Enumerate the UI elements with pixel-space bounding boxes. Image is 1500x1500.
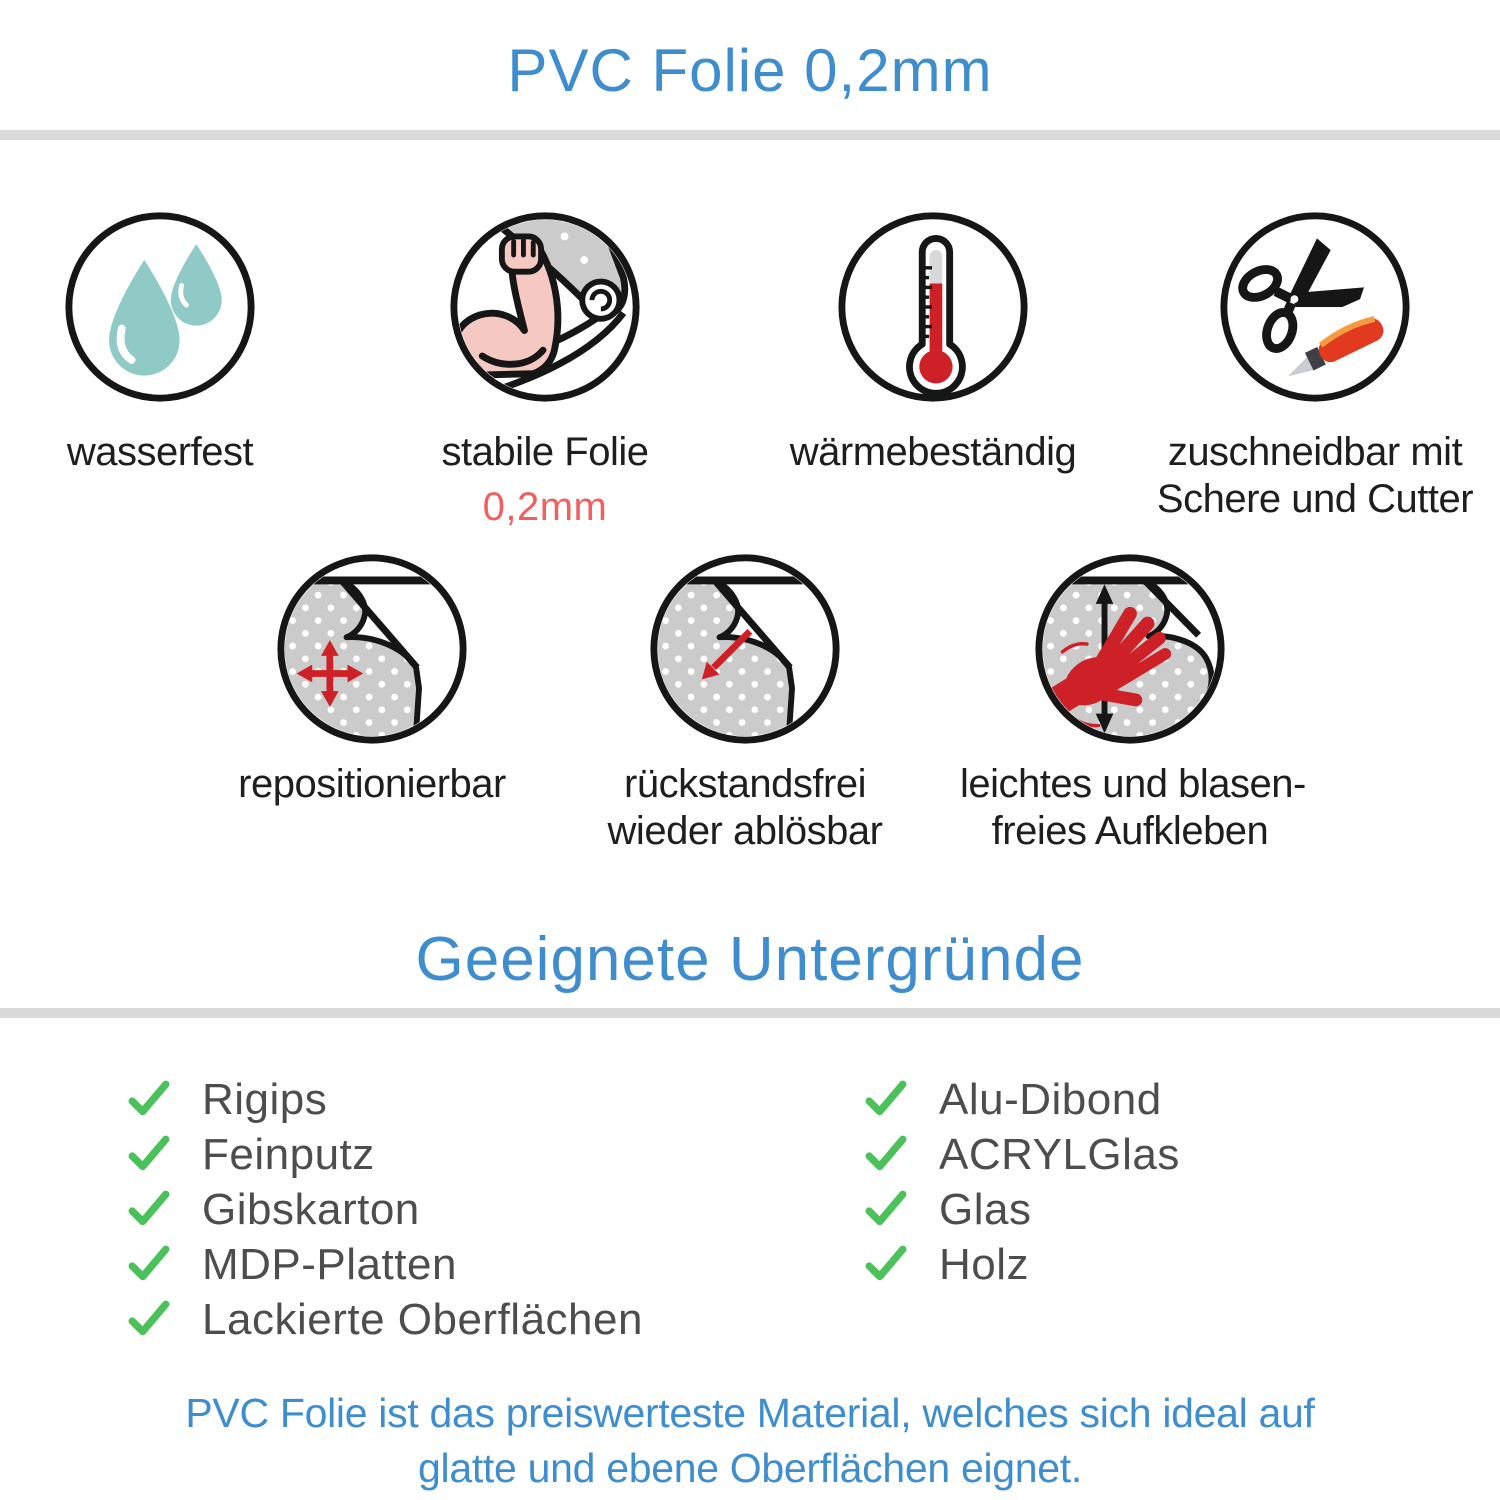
list-item	[128, 1072, 643, 1127]
top-divider	[0, 130, 1500, 140]
list-item-label: Glas	[939, 1184, 1032, 1234]
list-item-label: Feinputz	[202, 1129, 375, 1179]
surfaces-list-right	[865, 1072, 1180, 1292]
list-item-label: Lackierte Oberflächen	[202, 1294, 643, 1344]
feature-label-group	[763, 429, 1103, 476]
feature-label: wärmebeständig	[789, 430, 1077, 474]
feature-label: zuschneidbar mit	[1167, 430, 1463, 474]
feature-label: leichtes und blasen-	[960, 762, 1306, 806]
check-icon	[128, 1134, 170, 1176]
feature-label: stabile Folie	[441, 430, 649, 474]
strong-arm-icon	[447, 209, 643, 405]
list-item-label: Alu-Dibond	[939, 1074, 1162, 1124]
list-item-label: ACRYLGlas	[939, 1129, 1180, 1179]
list-item	[128, 1127, 643, 1182]
footer-note	[0, 1386, 1500, 1495]
feature-rueckstandsfrei	[575, 551, 915, 855]
check-icon	[128, 1189, 170, 1231]
feature-label-group	[375, 429, 715, 531]
feature-repositionierbar	[202, 551, 542, 808]
footer-line-1: PVC Folie ist das preiswerteste Material, welches sich ideal auf	[185, 1390, 1315, 1436]
check-icon	[865, 1244, 907, 1286]
list-item	[128, 1292, 643, 1347]
feature-zuschneidbar	[1145, 209, 1485, 523]
feature-waermebestaendig	[763, 209, 1103, 476]
feature-blasenfrei	[960, 551, 1306, 855]
list-item	[865, 1127, 1180, 1182]
smoothing-hand-icon	[1032, 551, 1228, 747]
footer-line-2: glatte und ebene Oberflächen eignet.	[418, 1444, 1082, 1491]
surfaces-divider	[0, 1008, 1500, 1018]
check-icon	[865, 1079, 907, 1121]
feature-stabile-folie	[375, 209, 715, 531]
list-item	[128, 1237, 643, 1292]
feature-label-group	[202, 761, 542, 808]
thermometer-icon	[835, 209, 1031, 405]
feature-label: rückstandsfrei	[624, 762, 866, 806]
feature-wasserfest	[0, 209, 330, 476]
scissors-cutter-icon	[1217, 209, 1413, 405]
feature-label-group	[960, 761, 1306, 855]
surfaces-heading: Geeignete Untergründe	[415, 925, 1085, 994]
list-item	[128, 1182, 643, 1237]
page-title: PVC Folie 0,2mm	[507, 37, 993, 104]
reposition-arrows-icon	[274, 551, 470, 747]
check-icon	[865, 1134, 907, 1176]
peel-off-arrow-icon	[647, 551, 843, 747]
check-icon	[128, 1244, 170, 1286]
feature-label-line2: wieder ablösbar	[607, 809, 883, 854]
list-item-label: Gibskarton	[202, 1184, 420, 1234]
feature-label-line2: freies Aufkleben	[991, 809, 1269, 854]
feature-label: repositionierbar	[238, 762, 506, 806]
list-item	[865, 1182, 1180, 1237]
list-item-label: Holz	[939, 1239, 1030, 1289]
water-drops-icon	[62, 209, 258, 405]
list-item	[865, 1072, 1180, 1127]
feature-highlight: 0,2mm	[482, 485, 608, 530]
feature-label: wasserfest	[66, 430, 254, 474]
check-icon	[128, 1079, 170, 1121]
list-item-label: MDP-Platten	[202, 1239, 457, 1289]
check-icon	[128, 1299, 170, 1341]
feature-label-group	[0, 429, 330, 476]
feature-label-group	[575, 761, 915, 855]
feature-label-line2: Schere und Cutter	[1156, 477, 1474, 522]
feature-label-group	[1145, 429, 1485, 523]
surfaces-list-left	[128, 1072, 643, 1347]
list-item-label: Rigips	[202, 1074, 328, 1124]
check-icon	[865, 1189, 907, 1231]
list-item	[865, 1237, 1180, 1292]
